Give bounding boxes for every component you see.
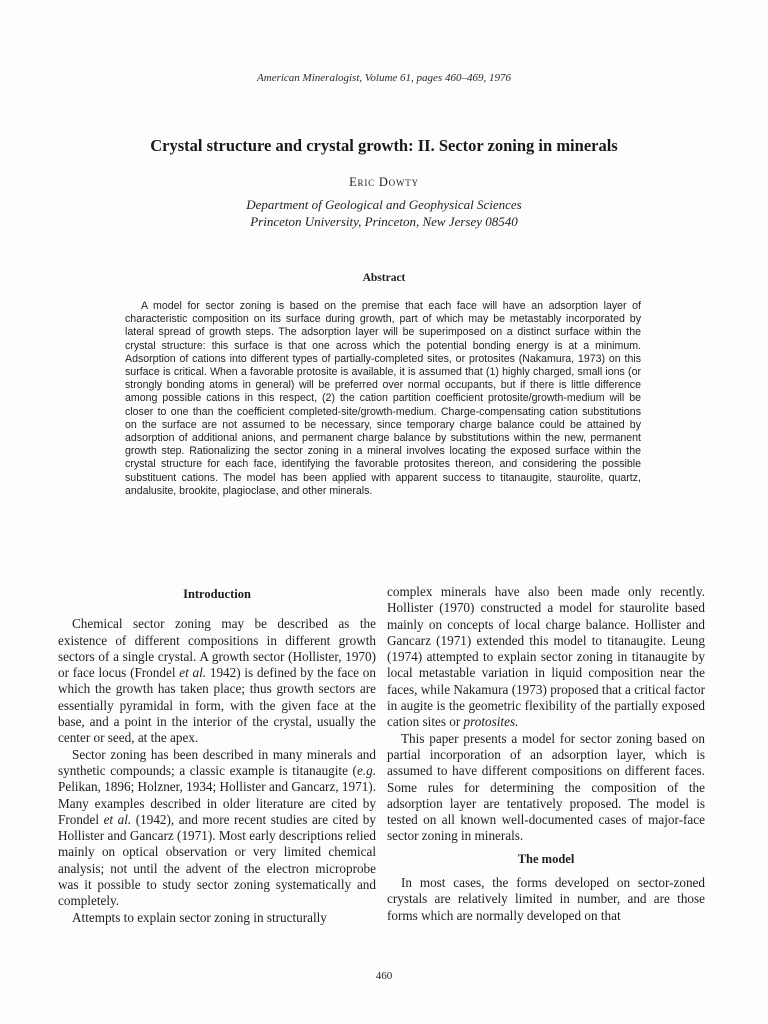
introduction-heading: Introduction — [183, 587, 251, 601]
text-run: complex minerals have also been made only recently. Hollister (1970) constructed a model for staurolite based mainly on concepts of local charge balance. Hollister and Gancarz (1971) extended this model to titanaugite. Leung (1974) attempted to explain sector zoning in titanaugite by local metastable variation in liquid composition near the faces, while Nakamura (1973) proposed that a critical factor in augite is the geometric flexibility of the partially exposed cation sites or — [387, 584, 705, 730]
text-run: Sector zoning has been described in many minerals and synthetic compounds; a classic example is titanaugite ( — [58, 746, 376, 778]
right-column — [387, 584, 705, 924]
italic-run: protosites. — [463, 714, 519, 730]
intro-paragraph-3-continued — [387, 584, 705, 731]
text-run: 1942) is defined by the face on which the growth has taken place; thus growth sectors are essentially pyramidal in form, with the given face at the base, and a point in the interior of the crystal, usually the center or seed, at the apex. — [58, 665, 376, 746]
italic-run: et al. — [179, 665, 207, 681]
model-heading: The model — [517, 851, 575, 866]
affiliation-address: Princeton University, Princeton, New Jersey 08540 — [250, 214, 518, 229]
intro-paragraph-2 — [58, 747, 376, 910]
intro-paragraph-4: This paper presents a model for sector zoning based on partial incorporation of an adsorption layer, which is assumed to have different compositions on different faces. Some rules for determining the composition of the adsorption layer are tentatively proposed. The model is tested on all known well-documented cases of major-face sector zoning in minerals. — [387, 730, 705, 844]
italic-run: e.g. — [356, 762, 376, 778]
text-run: (1942), and more recent studies are cited by Hollister and Gancarz (1971). Most early descriptions relied mainly on optical observation or very limited chemical analysis; not until the advent of the electron microprobe was it possible to study sector zoning systematically and completely. — [58, 811, 376, 909]
text-run: Pelikan, 1896; Holzner, 1934; Hollister and Gancarz, 1971). Many examples described in older literature are cited by Frondel — [58, 779, 376, 827]
abstract-text: A model for sector zoning is based on the premise that each face will have an adsorption layer of characteristic composition on its surface during growth, part of which may be metastably incorporated by lateral spread of growth steps. The adsorption layer will be superimposed on a distinct surface within the crystal structure: this surface is that one across which the potential bonding energy is at a minimum. Adsorption of cations into different types of partially-completed sites, or protosites (Nakamura, 1973) on this surface is critical. When a favorable protosite is available, it is assumed that (1) highly charged, small ions (or strongly bonding atoms in general) will be preferred over normal occupants, but if there is little difference among possible cations in this respect, (2) the cation partition coefficient protosite/growth-medium will be closer to one than the coefficient completed-site/growth-medium. Charge-compensating cation substitutions on the surface are not assumed to be necessary, since temporary charge balance could be attained by adsorption of additional anions, and permanent charge balance by substitutions within the new, permanent growth step. Rationalizing the sector zoning in a mineral involves locating the exposed surface within the crystal structure for each face, identifying the favorable protosites thereon, and considering the possible substituent cations. The model has been applied with apparent success to titanaugite, staurolite, quartz, andalusite, brookite, plagioclase, and other minerals. — [125, 300, 641, 497]
affiliation-department: Department of Geological and Geophysical Sciences — [246, 197, 522, 212]
left-column — [58, 584, 376, 926]
italic-run: et al. — [103, 811, 132, 827]
abstract-heading: Abstract — [362, 272, 406, 284]
intro-paragraph-1 — [58, 616, 376, 746]
intro-paragraph-3: Attempts to explain sector zoning in structurally — [72, 909, 327, 925]
article-title: Crystal structure and crystal growth: II. Sector zoning in minerals — [150, 136, 618, 155]
model-paragraph-1: In most cases, the forms developed on sector-zoned crystals are relatively limited in number, and are those forms which are normally developed on that — [387, 875, 705, 923]
text-run: Chemical sector zoning may be described as the existence of different compositions in different growth sectors of a single crystal. A growth sector (Hollister, 1970) or face locus (Frondel — [58, 616, 376, 681]
author-name: Eric Dowty — [349, 175, 419, 189]
affiliation — [0, 196, 768, 230]
page-number: 460 — [375, 970, 393, 982]
journal-citation: American Mineralogist, Volume 61, pages 460–469, 1976 — [257, 72, 511, 84]
